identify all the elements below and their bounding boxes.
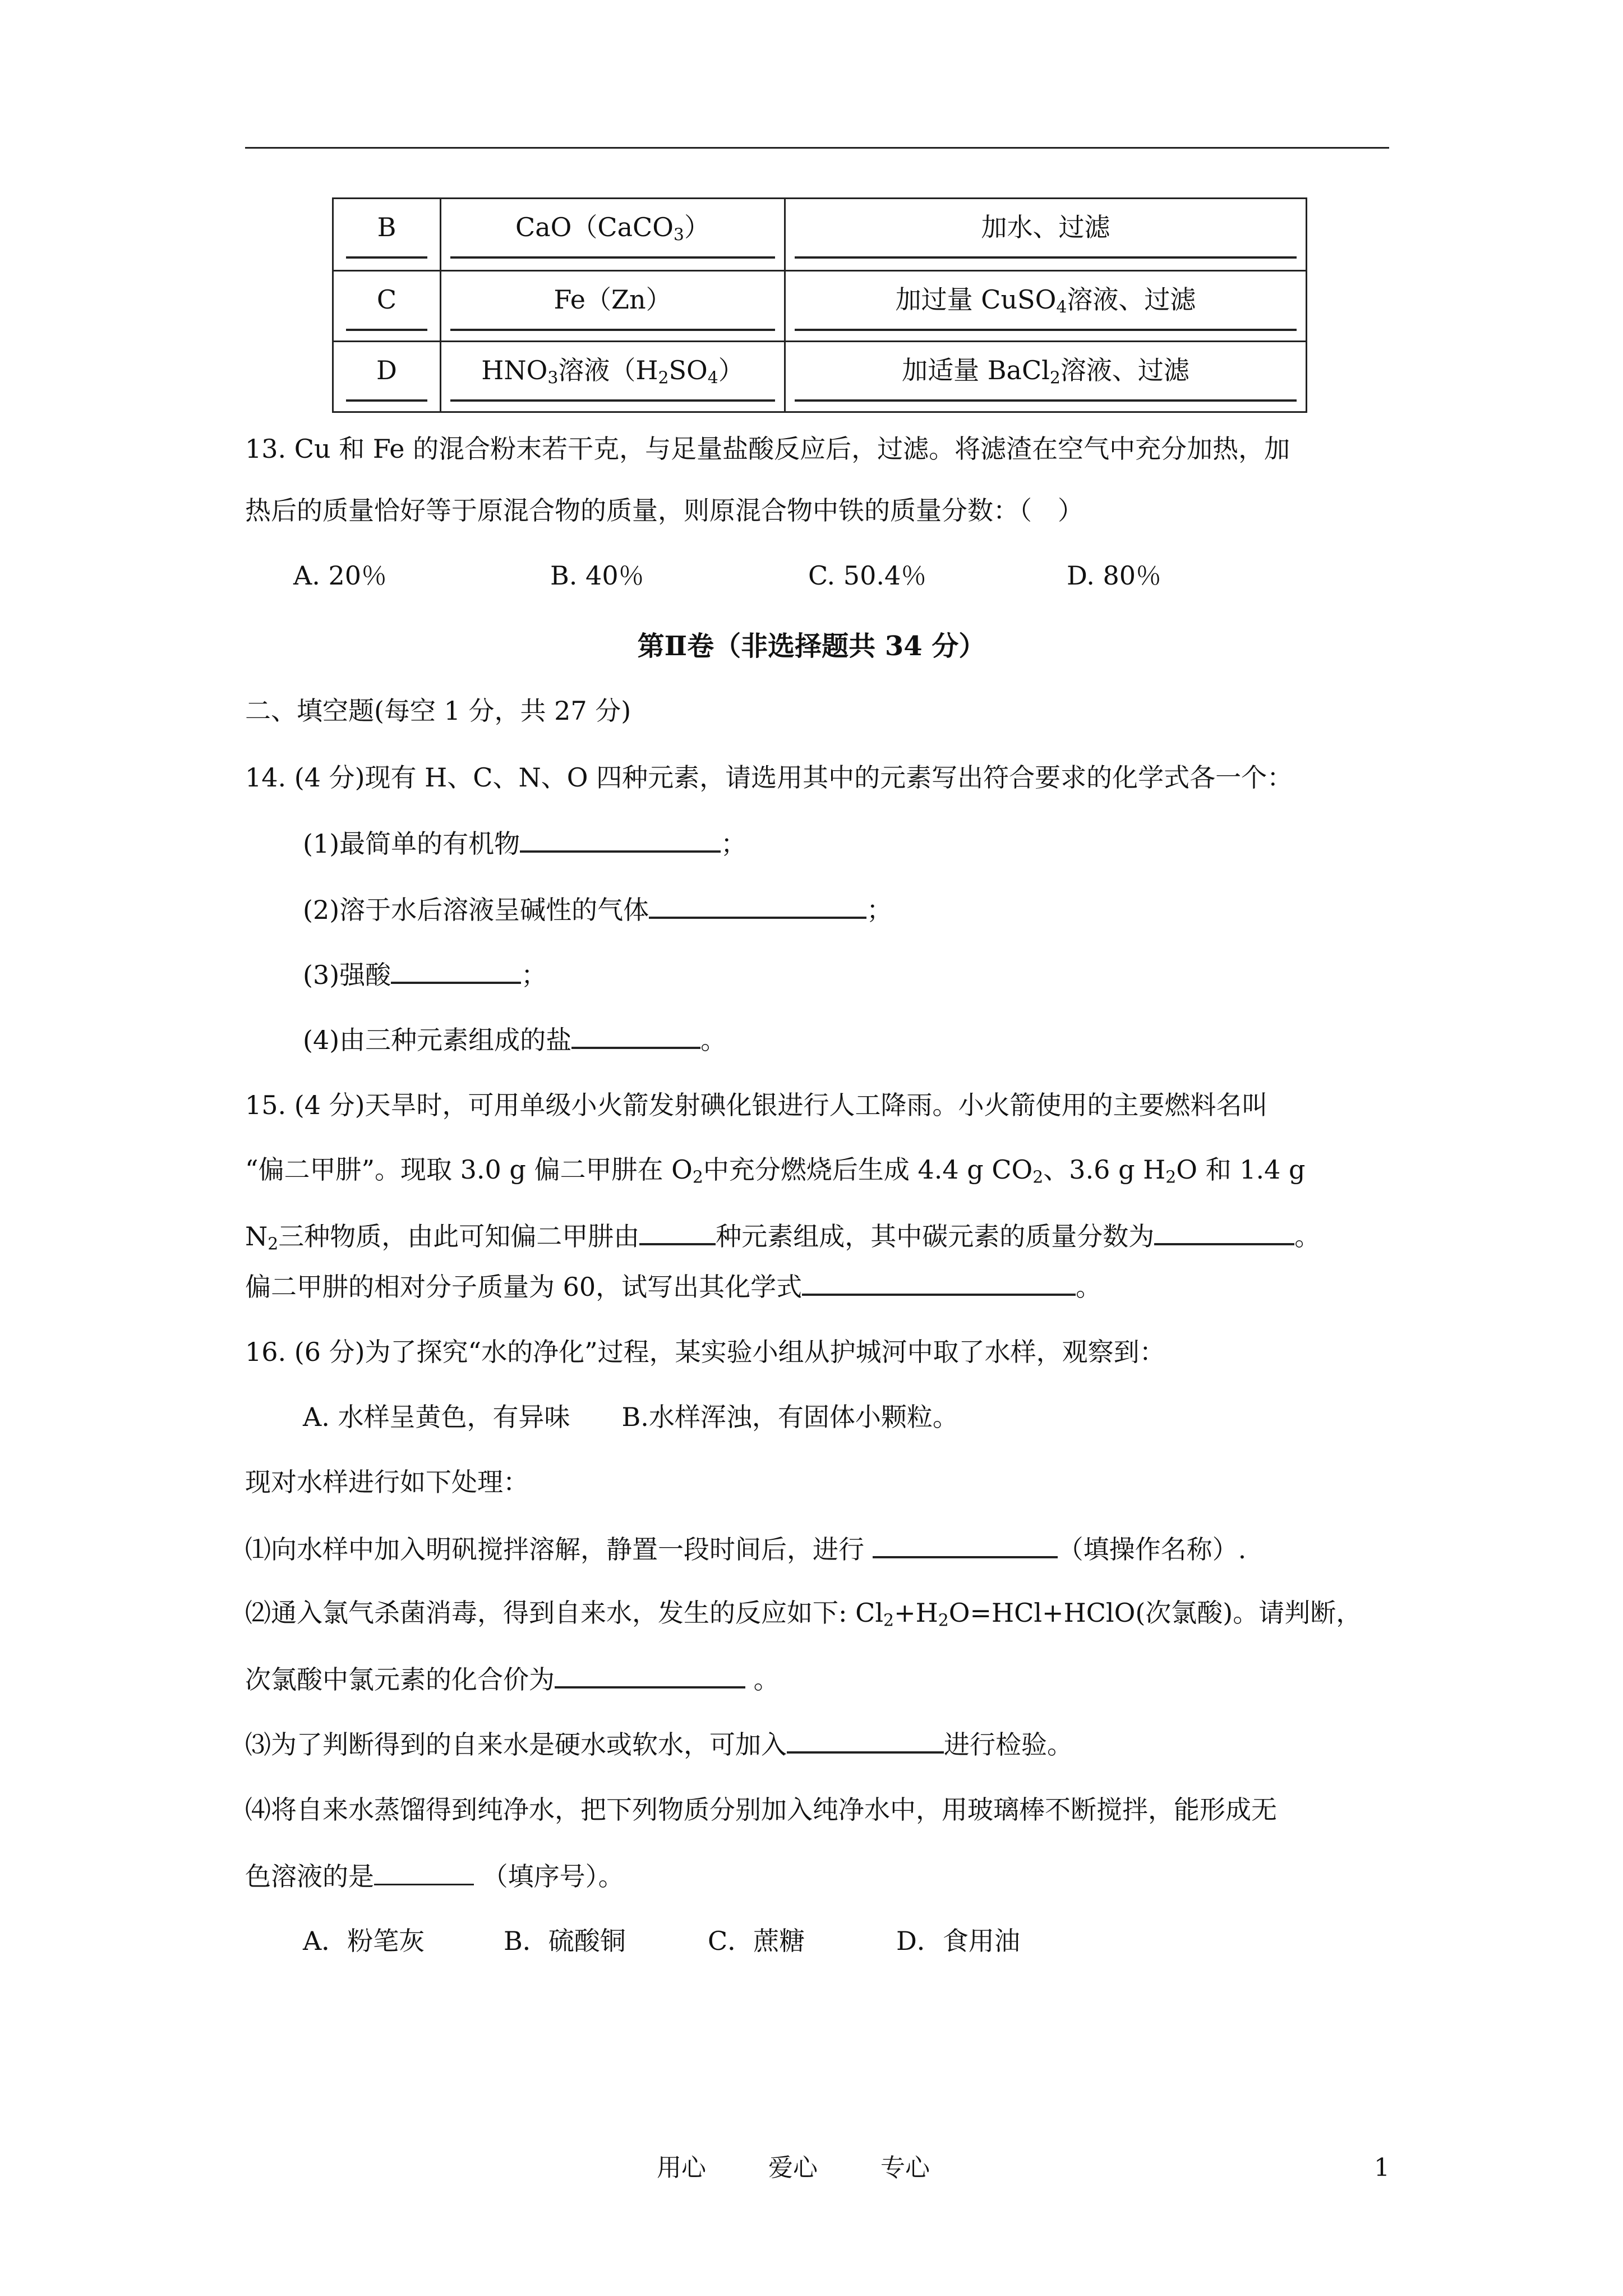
q15-line3: $N_2$三种物质，由此可知偏二甲肼由 种元素组成，其中碳元素的质量分数为 。 [245,1218,1320,1253]
q16-intro: 现对水样进行如下处理： [245,1467,529,1497]
answer-blank[interactable] [374,1859,474,1885]
q14-item-4: (4)由三种元素组成的盐 。 [303,1022,726,1057]
q16-part2: ⑵通入氯气杀菌消毒，得到自来水，发生的反应如下: $Cl_2+H_2O=HCl+HClO$(次氯酸)。请判断， [245,1598,1362,1631]
answer-blank[interactable] [555,1662,745,1688]
q16-part4-line1: ⑷将自来水蒸馏得到纯净水，把下列物质分别加入纯净水中，用玻璃棒不断搅拌，能形成无 [245,1795,1277,1825]
q13-option-c: C. 50.4％ [808,560,927,591]
q16-option-d: D．食用油 [896,1926,1020,1956]
method-cell: 加过量 CuSO$_4$溶液、过滤 [786,272,1306,342]
header-rule [245,147,1389,149]
answer-blank[interactable] [520,826,721,853]
q16-option-a: A．粉笔灰 [303,1926,425,1956]
table-row [334,270,1306,342]
q13-option-a: A. 20％ [293,560,387,591]
q13-option-b: B. 40％ [550,560,644,591]
answer-blank[interactable] [802,1269,1076,1296]
section-subtitle: 二、填空题(每空 1 分，共 27 分) [245,696,631,726]
substance-cell: Fe（Zn） [441,272,784,342]
q15-line2: “偏二甲肼”。现取 3.0 g 偏二甲肼在 $O_2$中充分燃烧后生成 4.4 g $CO_2$、3.6 g $H_2O$ 和 1.4 g [245,1154,1306,1188]
q14-item-3: (3)强酸 ； [303,957,547,992]
answer-blank[interactable] [1154,1218,1294,1245]
option-cell: D [334,342,440,413]
q13-line1: 13. Cu 和 Fe 的混合粉末若干克，与足量盐酸反应后，过滤。将滤渣在空气中充分加热，加 [245,434,1290,464]
table-row [334,199,1306,270]
q15-line4: 偏二甲肼的相对分子质量为 60，试写出其化学式 。 [245,1269,1101,1304]
q15-line1: 15. (4 分)天旱时，可用单级小火箭发射碘化银进行人工降雨。小火箭使用的主要燃料名叫 [245,1090,1268,1120]
q14-stem: 14. (4 分)现有 H、C、N、O 四种元素，请选用其中的元素写出符合要求的化学式各一个： [245,762,1293,793]
q16-part1: ⑴向水样中加入明矾搅拌溶解，静置一段时间后，进行 （填操作名称）. [245,1531,1246,1566]
option-cell: B [334,199,440,270]
options-table [332,197,1307,413]
q16-option-b: B．硫酸铜 [504,1926,626,1956]
q13-option-d: D. 80％ [1067,560,1162,591]
q16-option-c: C．蔗糖 [708,1926,805,1956]
substance-cell: $HNO_3$溶液$(H_2SO_4)$ [441,342,784,413]
q16-observations: A. 水样呈黄色，有异味 B.水样浑浊，有固体小颗粒。 [303,1402,958,1432]
footer-motto-1: 用心 [657,2154,706,2182]
table-row [334,341,1306,413]
substance-cell: CaO（CaCO$_3$） [441,199,784,270]
answer-blank[interactable] [787,1727,944,1754]
q16-part4-line2: 色溶液的是 （填序号）。 [245,1859,624,1893]
answer-blank[interactable] [649,892,866,919]
answer-blank[interactable] [639,1218,716,1245]
answer-blank[interactable] [873,1531,1058,1558]
answer-blank[interactable] [571,1022,700,1049]
q16-part3: ⑶为了判断得到的自来水是硬水或软水，可加入 进行检验。 [245,1727,1073,1761]
footer-motto-3: 专心 [880,2154,930,2182]
q14-item-1: (1)最简单的有机物 ； [303,826,746,861]
section-title: 第Ⅱ卷（非选择题共 34 分） [637,631,986,662]
q16-part2-line2: 次氯酸中氯元素的化合价为 。 [245,1662,780,1696]
q14-item-2: (2)溶于水后溶液呈碱性的气体 ； [303,892,892,927]
answer-blank[interactable] [391,957,521,984]
footer-motto-2: 爱心 [768,2154,818,2182]
method-cell: 加水、过滤 [786,199,1306,270]
method-cell: 加适量 BaCl$_2$溶液、过滤 [786,342,1306,413]
q16-stem: 16. (6 分)为了探究“水的净化”过程，某实验小组从护城河中取了水样，观察到： [245,1337,1165,1367]
page-number: 1 [1374,2154,1390,2182]
q13-line2: 热后的质量恰好等于原混合物的质量，则原混合物中铁的质量分数：（ ） [245,495,1083,526]
option-cell: C [334,272,440,342]
